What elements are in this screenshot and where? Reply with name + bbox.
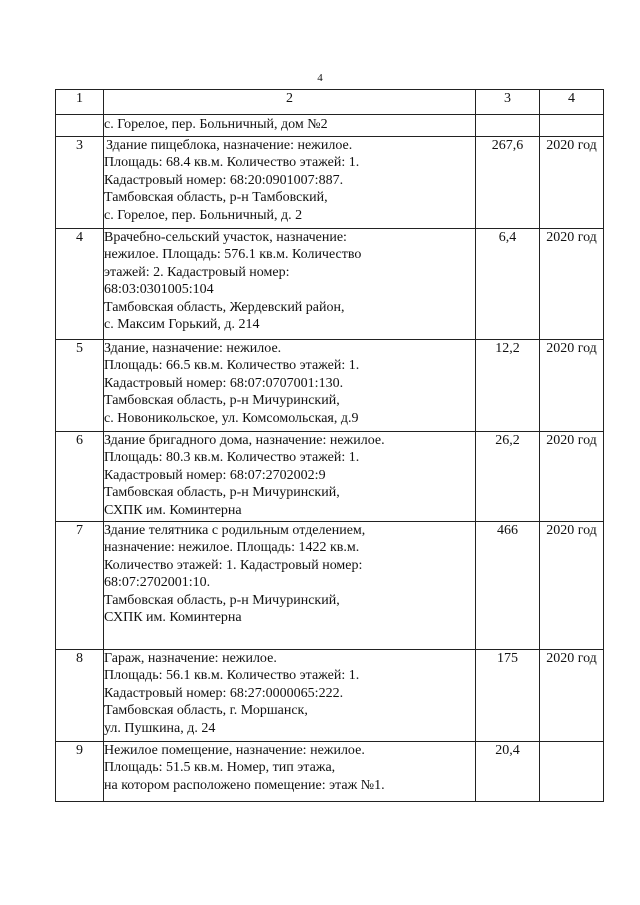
- row-number: 7: [56, 521, 104, 649]
- row-value: 12,2: [476, 339, 540, 431]
- row-description: Здание, назначение: нежилое. Площадь: 66.5 кв.м. Количество этажей: 1. Кадастровый номер: 68:07:0707001:130. Тамбовская область, р-н Мичуринский, с. Новоникольское, ул. Комсомольская, д.9: [104, 339, 476, 431]
- row-value: 175: [476, 649, 540, 741]
- column-header: 1: [56, 90, 104, 115]
- continuation-row: [56, 115, 604, 137]
- property-table: [55, 89, 604, 802]
- table-row: [56, 649, 604, 741]
- column-header-row: [56, 90, 604, 115]
- continuation-text: с. Горелое, пер. Больничный, дом №2: [104, 115, 476, 137]
- table-row: [56, 741, 604, 801]
- row-value: 267,6: [476, 136, 540, 228]
- row-description: Здание телятника с родильным отделением, назначение: нежилое. Площадь: 1422 кв.м. Количество этажей: 1. Кадастровый номер: 68:07:2702001:10. Тамбовская область, р-н Мичуринский, СХПК им. Коминтерна: [104, 521, 476, 649]
- row-year: 2020 год: [540, 649, 604, 741]
- row-value: 26,2: [476, 431, 540, 521]
- row-number: 4: [56, 228, 104, 339]
- row-year: 2020 год: [540, 431, 604, 521]
- row-description: Гараж, назначение: нежилое. Площадь: 56.1 кв.м. Количество этажей: 1. Кадастровый номер: 68:27:0000065:222. Тамбовская область, г. Моршанск, ул. Пушкина, д. 24: [104, 649, 476, 741]
- row-number: 9: [56, 741, 104, 801]
- table-row: [56, 339, 604, 431]
- page-number: 4: [317, 72, 323, 84]
- row-description: Нежилое помещение, назначение: нежилое. Площадь: 51.5 кв.м. Номер, тип этажа, на котором расположено помещение: этаж №1.: [104, 741, 476, 801]
- table-row: [56, 431, 604, 521]
- row-value: 20,4: [476, 741, 540, 801]
- table-row: [56, 521, 604, 649]
- row-year: [540, 741, 604, 801]
- column-header: 3: [476, 90, 540, 115]
- row-number: 8: [56, 649, 104, 741]
- table-row: [56, 136, 604, 228]
- row-value: 6,4: [476, 228, 540, 339]
- row-number: 5: [56, 339, 104, 431]
- row-value: 466: [476, 521, 540, 649]
- row-year: 2020 год: [540, 521, 604, 649]
- row-description: Здание пищеблока, назначение: нежилое. Площадь: 68.4 кв.м. Количество этажей: 1. Кадастровый номер: 68:20:0901007:887. Тамбовская область, р-н Тамбовский, с. Горелое, пер. Больничный, д. 2: [104, 136, 476, 228]
- row-number: 3: [56, 136, 104, 228]
- row-description: Здание бригадного дома, назначение: нежилое. Площадь: 80.3 кв.м. Количество этажей: 1. Кадастровый номер: 68:07:2702002:9 Тамбовская область, р-н Мичуринский, СХПК им. Коминтерна: [104, 431, 476, 521]
- row-number: 6: [56, 431, 104, 521]
- row-description: Врачебно-сельский участок, назначение: нежилое. Площадь: 576.1 кв.м. Количество этажей: 2. Кадастровый номер: 68:03:0301005:104 Тамбовская область, Жердевский район, с. Максим Горький, д. 214: [104, 228, 476, 339]
- row-year: 2020 год: [540, 339, 604, 431]
- row-year: 2020 год: [540, 228, 604, 339]
- table-row: [56, 228, 604, 339]
- column-header: 2: [104, 90, 476, 115]
- column-header: 4: [540, 90, 604, 115]
- row-year: 2020 год: [540, 136, 604, 228]
